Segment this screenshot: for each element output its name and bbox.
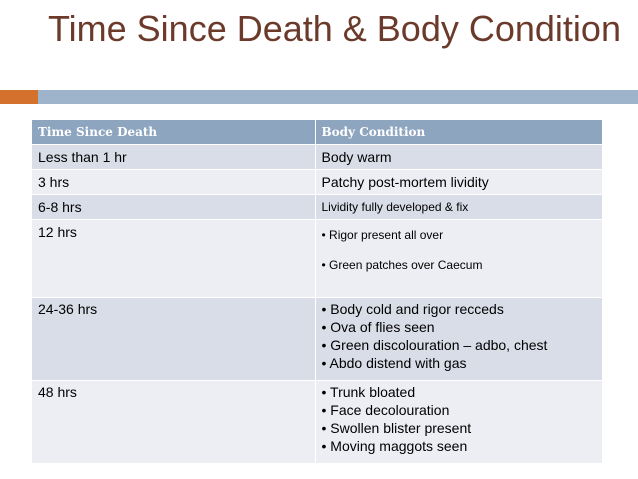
condition-bullet: • Ova of flies seen: [321, 319, 435, 335]
condition-bullet: • Green patches over Caecum: [321, 258, 483, 272]
condition-list: [322, 383, 602, 455]
condition-bullet: • Body cold and rigor recceds: [321, 301, 504, 317]
slide-title: Time Since Death & Body Condition: [48, 8, 621, 49]
table-row: [32, 381, 602, 464]
condition-bullet: • Trunk bloated: [321, 384, 416, 400]
condition-bullet: • Face decolouration: [321, 402, 450, 418]
time-cell: 3 hrs: [32, 170, 315, 195]
condition-bullet: • Green discolouration – adbo, chest: [321, 337, 548, 353]
time-cell: 6-8 hrs: [32, 195, 315, 220]
condition-cell: Patchy post-mortem lividity: [315, 170, 602, 195]
time-cell: Less than 1 hr: [32, 145, 315, 170]
column-header-time-since-death: Time Since Death: [32, 120, 315, 145]
table-row: [32, 170, 602, 195]
condition-cell: [315, 220, 602, 298]
condition-cell: Body warm: [315, 145, 602, 170]
time-cell: 12 hrs: [32, 220, 315, 298]
table-row: [32, 298, 602, 381]
condition-bullet: • Moving maggots seen: [321, 438, 468, 454]
condition-cell: [315, 381, 602, 464]
column-header-body-condition: Body Condition: [315, 120, 602, 145]
condition-cell: Lividity fully developed & fix: [315, 195, 602, 220]
title-accent-bar-blue: [38, 90, 638, 104]
time-cell: 24-36 hrs: [32, 298, 315, 381]
title-accent-bar-orange: [0, 90, 38, 104]
time-cell: 48 hrs: [32, 381, 315, 464]
condition-bullet: • Rigor present all over: [321, 228, 444, 242]
condition-bullet: • Swollen blister present: [321, 420, 472, 436]
condition-list: [322, 300, 602, 372]
table-row: [32, 145, 602, 170]
table-row: [32, 195, 602, 220]
condition-cell: [315, 298, 602, 381]
table-row: [32, 220, 602, 298]
table-header-row: [32, 120, 602, 145]
condition-bullet: • Abdo distend with gas: [321, 355, 467, 371]
time-since-death-table: [32, 120, 603, 464]
